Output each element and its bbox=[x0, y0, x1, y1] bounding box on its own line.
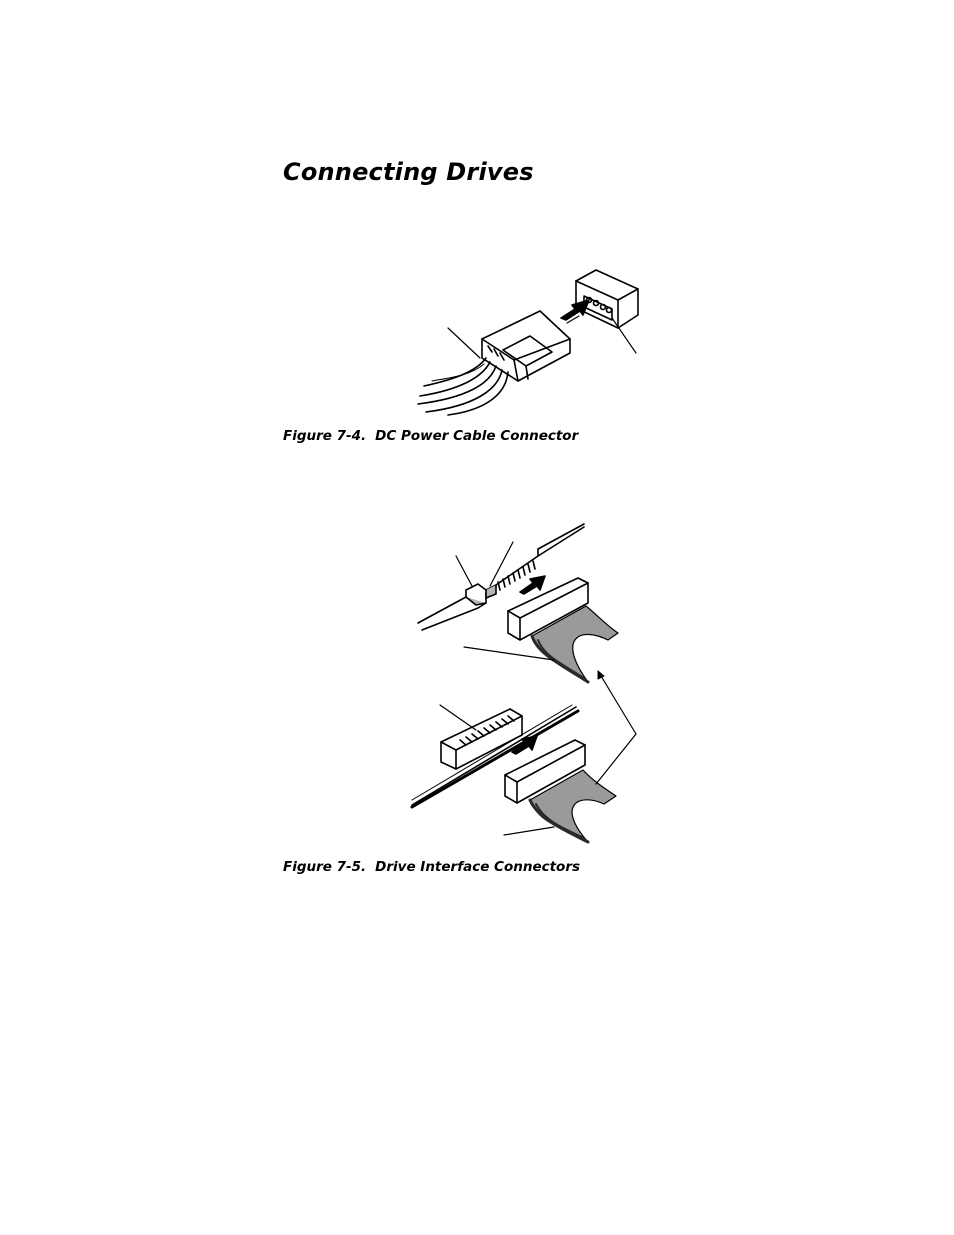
figure-title: Drive Interface Connectors bbox=[375, 859, 581, 875]
callout-line-header bbox=[440, 705, 476, 730]
interface-header bbox=[441, 709, 522, 769]
callout-line-stripe-lower bbox=[504, 827, 554, 835]
figure-caption bbox=[283, 859, 580, 875]
callout-line-notch bbox=[456, 556, 472, 586]
figure-title: DC Power Cable Connector bbox=[375, 428, 579, 444]
page-title: Connecting Drives bbox=[283, 158, 534, 186]
insertion-arrow-icon bbox=[520, 576, 545, 594]
callout-line-ribbon bbox=[596, 671, 636, 784]
figure-number: Figure 7-4. bbox=[283, 428, 367, 444]
figure-number: Figure 7-5. bbox=[283, 859, 367, 875]
